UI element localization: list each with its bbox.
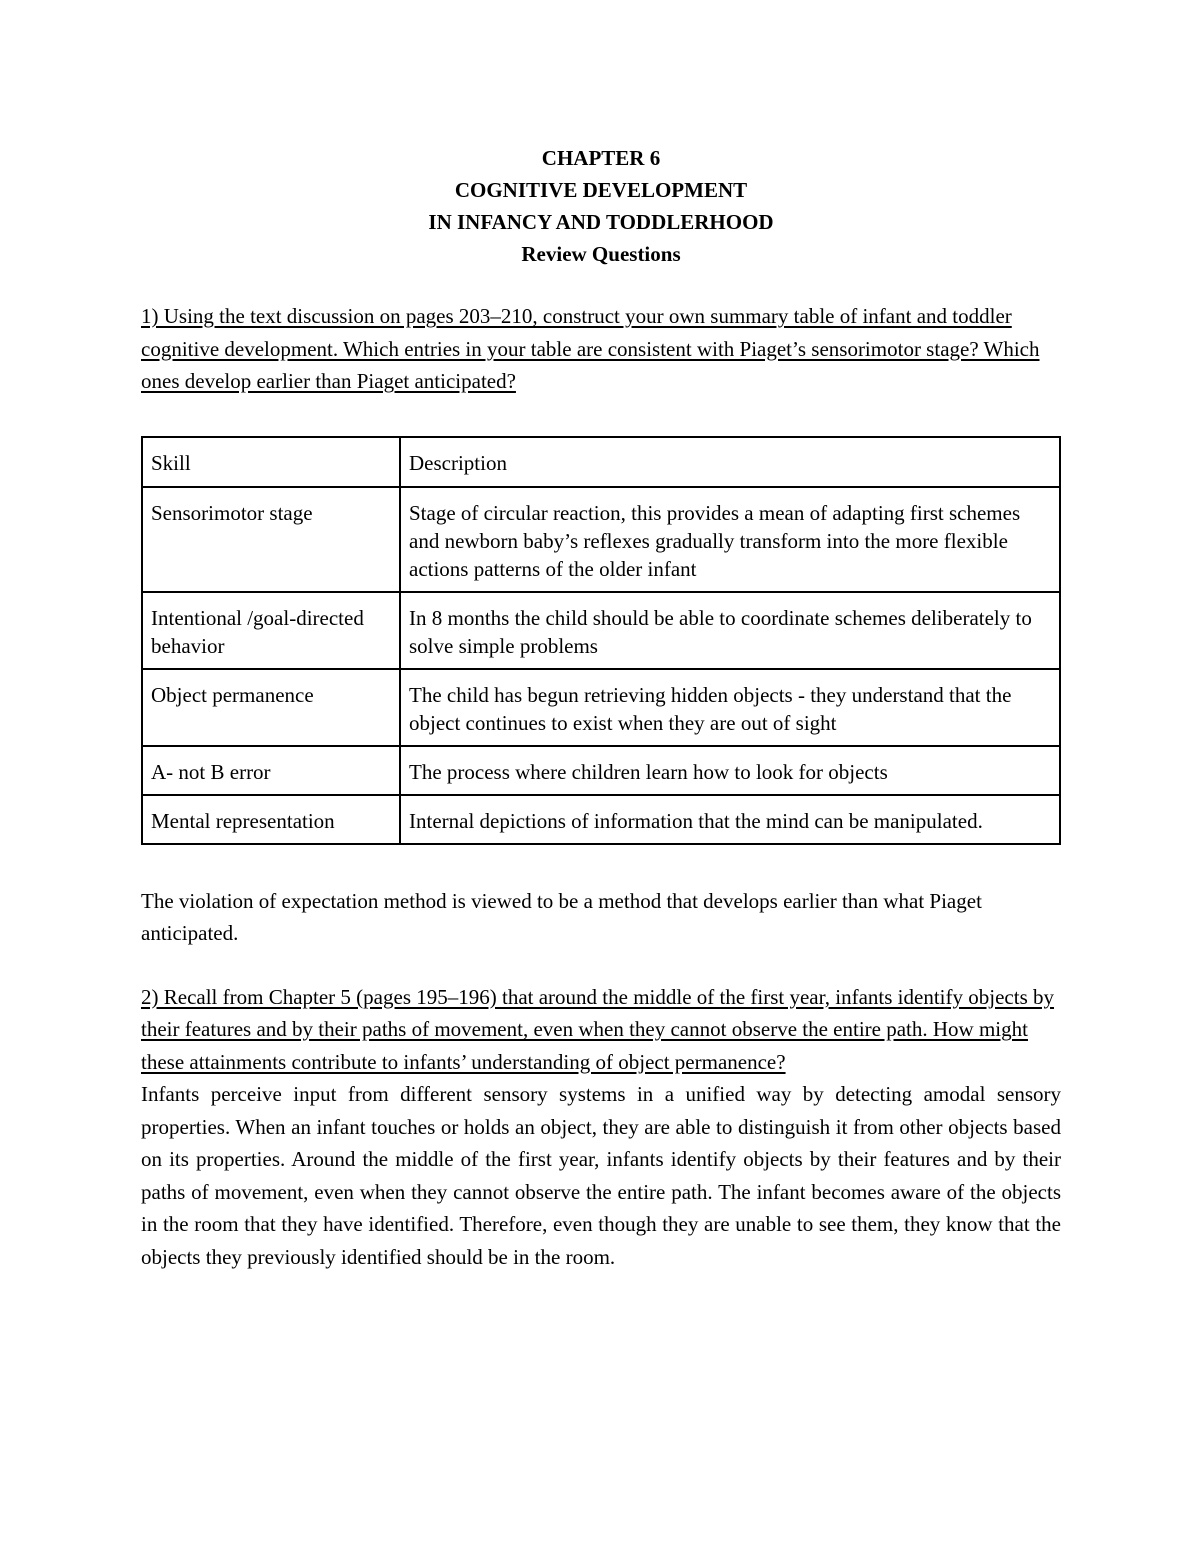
chapter-title-line-1: COGNITIVE DEVELOPMENT — [454, 178, 748, 202]
section-subtitle: Review Questions — [521, 242, 681, 266]
table-row — [142, 669, 1060, 746]
table-cell-skill: Mental representation — [142, 795, 400, 844]
table-cell-description: Internal depictions of information that the mind can be manipulated. — [400, 795, 1060, 844]
question-2: 2) Recall from Chapter 5 (pages 195–196) that around the middle of the first year, infants identify objects by their features and by their paths of movement, even when they cannot observe the entire path. How might these attainments contribute to infants’ understanding of object permanence? — [141, 984, 1054, 1074]
question-1: 1) Using the text discussion on pages 203–210, construct your own summary table of infant and toddler cognitive development. Which entries in your table are consistent with Piaget’s sensorimotor stage? Which ones develop earlier than Piaget anticipated? — [141, 304, 1040, 393]
summary-table — [141, 436, 1061, 845]
table-header-row — [142, 437, 1060, 487]
table-header-description: Description — [400, 437, 1060, 487]
table-row — [142, 592, 1060, 669]
answer-2: Infants perceive input from different sensory systems in a unified way by detecting amodal sensory properties. When an infant touches or holds an object, they are able to distinguish it from other objects based on its properties. Around the middle of the first year, infants identify objects by their features and by their paths of movement, even when they cannot observe the entire path. The infant becomes aware of the objects in the room that they have identified. Therefore, even though they are unable to see them, they know that the objects they previously identified should be in the room. — [141, 1082, 1061, 1269]
chapter-title-line-2: IN INFANCY AND TODDLERHOOD — [428, 210, 774, 234]
table-row — [142, 487, 1060, 592]
table-cell-skill: Intentional /goal-directed behavior — [142, 592, 400, 669]
document-page — [141, 142, 1061, 1273]
table-cell-description: The process where children learn how to look for objects — [400, 746, 1060, 795]
table-row — [142, 795, 1060, 844]
answer-1: The violation of expectation method is viewed to be a method that develops earlier than what Piaget anticipated. — [141, 888, 982, 945]
table-cell-description: In 8 months the child should be able to coordinate schemes deliberately to solve simple problems — [400, 592, 1060, 669]
table-cell-skill: Sensorimotor stage — [142, 487, 400, 592]
table-header-skill: Skill — [142, 437, 400, 487]
document-header — [141, 142, 1061, 270]
table-cell-description: Stage of circular reaction, this provides a mean of adapting first schemes and newborn baby’s reflexes gradually transform into the more flexible actions patterns of the older infant — [400, 487, 1060, 592]
table-row — [142, 746, 1060, 795]
chapter-label: CHAPTER 6 — [541, 146, 661, 170]
table-cell-description: The child has begun retrieving hidden objects - they understand that the object continues to exist when they are out of sight — [400, 669, 1060, 746]
table-cell-skill: Object permanence — [142, 669, 400, 746]
table-cell-skill: A- not B error — [142, 746, 400, 795]
